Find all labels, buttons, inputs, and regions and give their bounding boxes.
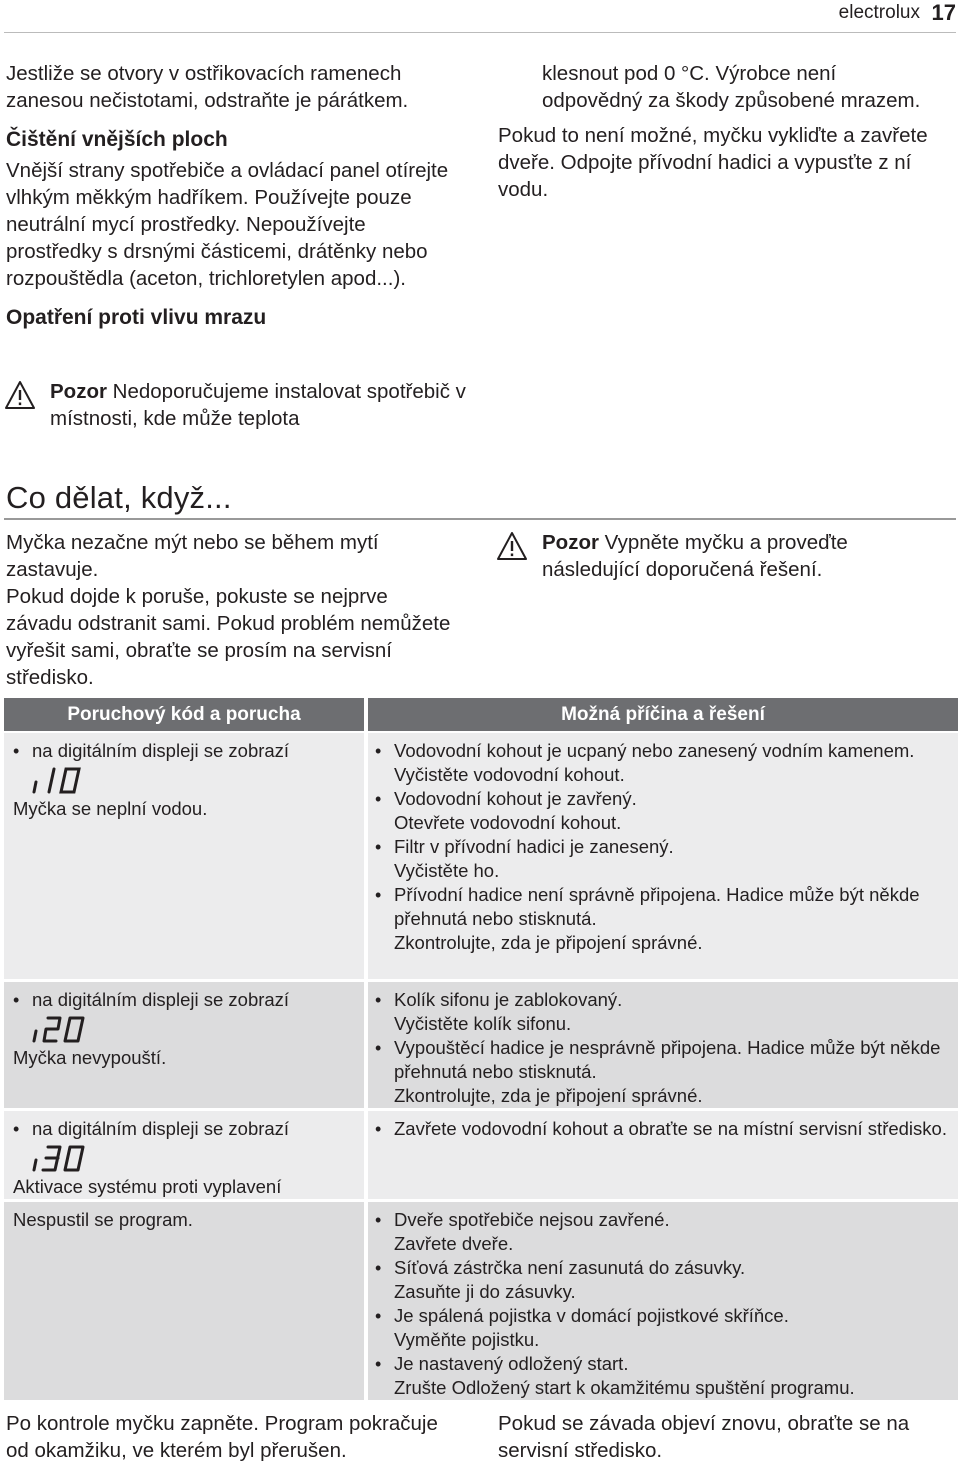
troubleshoot-warning	[542, 529, 922, 583]
cause-text: Zavřete vodovodní kohout a obraťte se na místní servisní středisko.	[394, 1118, 947, 1139]
cleaning-paragraph: Vnější strany spotřebiče a ovládací panel otírejte vlhkým měkkým hadříkem. Používejte pouze neutrální mycí prostředky. Nepoužívejte prostředky s drsnými částicemi, drátěnky nebo rozpouštědla (aceton, trichloretylen apod...).	[6, 159, 449, 290]
fix-text: Zasuňte ji do zásuvky.	[394, 1281, 576, 1302]
fault-text: Myčka nevypouští.	[13, 1047, 167, 1068]
cause-text: Kolík sifonu je zablokovaný.	[394, 989, 623, 1010]
table-row	[4, 1111, 958, 1199]
fault-cell	[4, 1111, 364, 1199]
table-header-solution-label: Možná příčina a řešení	[561, 703, 765, 725]
code-line: • na digitálním displeji se zobrazí	[10, 739, 364, 763]
page-number: 17	[931, 0, 956, 25]
troubleshoot-intro	[6, 529, 456, 691]
cause-text: Vodovodní kohout je ucpaný nebo zanesený vodním kamenem.	[394, 740, 915, 761]
cause-text: Vypouštěcí hadice je nesprávně připojena. Hadice může být někde přehnutá nebo stisknutá.	[394, 1037, 941, 1082]
footer-right: Pokud se závada objeví znovu, obraťte se na servisní středisko.	[498, 1412, 910, 1462]
frost-warning-text: Nedoporučujeme instalovat spotřebič v místnosti, kde může teplota	[50, 380, 466, 430]
fix-text: Zkontrolujte, zda je připojení správné.	[394, 932, 703, 953]
fault-text: Aktivace systému proti vyplavení	[13, 1176, 282, 1197]
display-code-i10-icon	[30, 765, 90, 795]
code-line: • na digitálním displeji se zobrazí	[10, 1117, 364, 1141]
frost-advice: Pokud to není možné, myčku vykliďte a zavřete dveře. Odpojte přívodní hadici a vypusťte z ní vodu.	[498, 124, 928, 201]
warning-icon	[496, 531, 528, 561]
cause-text: Je nastavený odložený start.	[394, 1353, 629, 1374]
cause-text: Síťová zástrčka není zasunutá do zásuvky.	[394, 1257, 746, 1278]
solution-cell	[368, 1202, 958, 1400]
cause-text: Filtr v přívodní hadici je zanesený.	[394, 836, 674, 857]
section-divider	[4, 518, 956, 520]
footer-left: Po kontrole myčku zapněte. Program pokračuje od okamžiku, ve kterém byl přerušen.	[6, 1412, 438, 1462]
warning-icon	[4, 380, 36, 410]
cause-text: Dveře spotřebiče nejsou zavřené.	[394, 1209, 670, 1230]
cleaning-heading: Čištění vnějších ploch	[6, 128, 228, 151]
frost-warning	[50, 378, 470, 432]
code-line: • na digitálním displeji se zobrazí	[10, 988, 364, 1012]
display-code-i30-icon	[30, 1143, 90, 1173]
header-divider	[4, 32, 956, 33]
troubleshoot-warning-text: Vypněte myčku a proveďte následující doporučená řešení.	[542, 531, 848, 581]
cause-text: Přívodní hadice není správně připojena. Hadice může být někde přehnutá nebo stisknutá.	[394, 884, 920, 929]
fix-text: Zavřete dveře.	[394, 1233, 514, 1254]
table-row	[4, 733, 958, 979]
fault-text: Nespustil se program.	[13, 1209, 193, 1230]
fix-text: Zrušte Odložený start k okamžitému spuštění programu.	[394, 1377, 855, 1398]
fix-text: Otevřete vodovodní kohout.	[394, 812, 622, 833]
troubleshoot-intro-1: Myčka nezačne mýt nebo se během mytí zastavuje.	[6, 531, 379, 581]
fault-cell	[4, 982, 364, 1108]
display-code-i20-icon	[30, 1014, 90, 1044]
table-header-solution	[368, 698, 958, 731]
table-row	[4, 1202, 958, 1400]
fault-text: Myčka se neplní vodou.	[13, 798, 208, 819]
cause-text: Vodovodní kohout je zavřený.	[394, 788, 637, 809]
fix-text: Zkontrolujte, zda je připojení správné.	[394, 1085, 703, 1106]
table-header-fault	[4, 698, 364, 731]
frost-heading: Opatření proti vlivu mrazu	[6, 306, 267, 329]
frost-continuation: klesnout pod 0 °C. Výrobce není odpovědný za škody způsobené mrazem.	[542, 62, 921, 112]
fix-text: Vyčistěte kolík sifonu.	[394, 1013, 572, 1034]
table-row	[4, 982, 958, 1108]
solution-cell	[368, 733, 958, 979]
intro-paragraph: Jestliže se otvory v ostřikovacích ramenech zanesou nečistotami, odstraňte je párátkem.	[6, 62, 409, 112]
fix-text: Vyčistěte ho.	[394, 860, 500, 881]
fault-cell	[4, 1202, 364, 1400]
solution-cell	[368, 982, 958, 1108]
troubleshoot-title: Co dělat, když...	[6, 480, 232, 515]
right-top-column	[498, 60, 930, 203]
left-top-column	[6, 60, 462, 331]
fix-text: Vyměňte pojistku.	[394, 1329, 540, 1350]
table-header-fault-label: Poruchový kód a porucha	[67, 703, 301, 725]
troubleshoot-intro-2: Pokud dojde k poruše, pokuste se nejprve závadu odstranit sami. Pokud problém nemůžete vyřešit sami, obraťte se prosím na servisní středisko.	[6, 585, 451, 689]
frost-warning-label: Pozor	[50, 380, 107, 403]
solution-cell	[368, 1111, 958, 1199]
troubleshoot-warning-label: Pozor	[542, 531, 599, 554]
fault-cell	[4, 733, 364, 979]
brand-name: electrolux	[838, 2, 920, 23]
cause-text: Je spálená pojistka v domácí pojistkové skříňce.	[394, 1305, 789, 1326]
fix-text: Vyčistěte vodovodní kohout.	[394, 764, 625, 785]
